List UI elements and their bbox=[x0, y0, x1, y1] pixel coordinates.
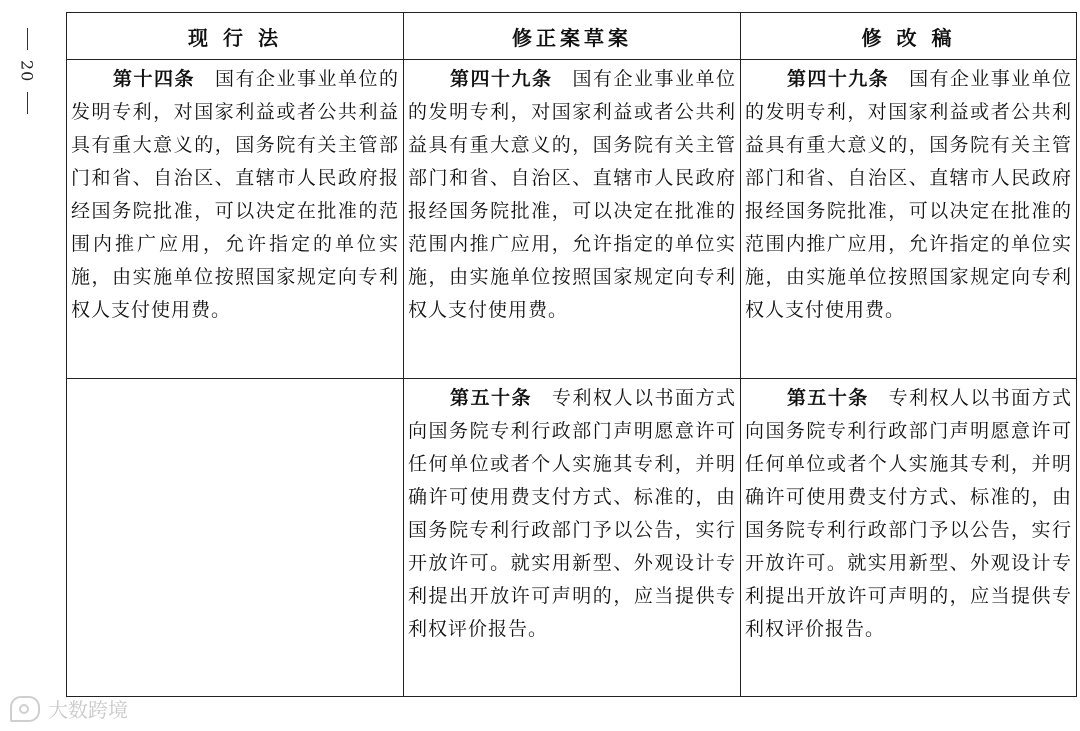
cell-current-law-empty bbox=[67, 379, 404, 697]
page-number-text: 20 bbox=[17, 60, 37, 83]
article-number: 第五十条 bbox=[787, 387, 869, 409]
article-text: 国有企业事业单位的发明专利，对国家利益或者公共利益具有重大意义的，国务院有关主管部门和省、自治区、直辖市人民政府报经国务院批准，可以决定在批准的范围内推广应用，允许指定的单位实施，由实施单位按照国家规定向专利权人支付使用费。 bbox=[71, 68, 399, 321]
cell-current-law bbox=[67, 60, 404, 379]
comparison-table bbox=[66, 12, 1077, 697]
article-number: 第五十条 bbox=[450, 387, 532, 409]
article-text: 国有企业事业单位的发明专利，对国家利益或者公共利益具有重大意义的，国务院有关主管部门和省、自治区、直辖市人民政府报经国务院批准，可以决定在批准的范围内推广应用，允许指定的单位实施，由实施单位按照国家规定向专利权人支付使用费。 bbox=[745, 68, 1072, 321]
header-draft-amendment: 修正案草案 bbox=[404, 13, 741, 60]
cell-draft-amendment bbox=[404, 60, 741, 379]
page-number-dash-bottom bbox=[27, 92, 28, 114]
article-text: 专利权人以书面方式向国务院专利行政部门声明愿意许可任何单位或者个人实施其专利，并明确许可使用费支付方式、标准的，由国务院专利行政部门予以公告，实行开放许可。就实用新型、外观设计专利提出开放许可声明的，应当提供专利权评价报告。 bbox=[745, 387, 1072, 640]
table-row bbox=[67, 60, 1077, 379]
article-text: 专利权人以书面方式向国务院专利行政部门声明愿意许可任何单位或者个人实施其专利，并明确许可使用费支付方式、标准的，由国务院专利行政部门予以公告，实行开放许可。就实用新型、外观设计专利提出开放许可声明的，应当提供专利权评价报告。 bbox=[408, 387, 736, 640]
table-header-row bbox=[67, 13, 1077, 60]
watermark-logo-icon bbox=[10, 696, 40, 722]
table-row bbox=[67, 379, 1077, 697]
page-number-dash-top bbox=[27, 28, 28, 50]
watermark bbox=[10, 694, 128, 723]
cell-revised-draft bbox=[741, 60, 1077, 379]
article-number: 第十四条 bbox=[113, 68, 195, 90]
article-text: 国有企业事业单位的发明专利，对国家利益或者公共利益具有重大意义的，国务院有关主管部门和省、自治区、直辖市人民政府报经国务院批准，可以决定在批准的范围内推广应用，允许指定的单位实施，由实施单位按照国家规定向专利权人支付使用费。 bbox=[408, 68, 736, 321]
cell-draft-amendment bbox=[404, 379, 741, 697]
article-number: 第四十九条 bbox=[787, 68, 890, 90]
page-number bbox=[14, 28, 40, 148]
header-revised-draft: 修 改 稿 bbox=[741, 13, 1077, 60]
header-current-law: 现 行 法 bbox=[67, 13, 404, 60]
article-number: 第四十九条 bbox=[450, 68, 553, 90]
watermark-text: 大数跨境 bbox=[48, 698, 128, 722]
cell-revised-draft bbox=[741, 379, 1077, 697]
